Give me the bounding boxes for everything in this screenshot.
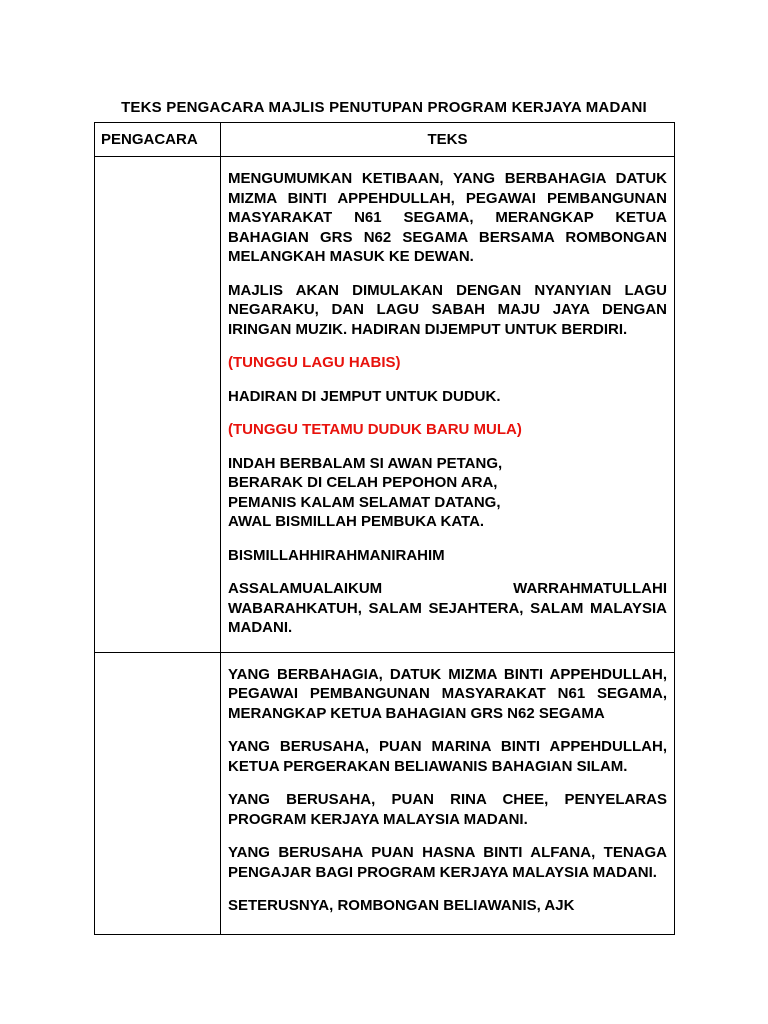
- announcement-paragraph: MENGUMUMKAN KETIBAAN, YANG BERBAHAGIA DATUK MIZMA BINTI APPEHDULLAH, PEGAWAI PEMBANGUNAN MASYARAKAT N61 SEGAMA, MERANGKAP KETUA BAHAGIAN GRS N62 SEGAMA BERSAMA ROMBONGAN MELANGKAH MASUK KE DEWAN.: [228, 170, 667, 265]
- pantun-line: INDAH BERBALAM SI AWAN PETANG,: [228, 454, 503, 472]
- salutation-paragraph: YANG BERUSAHA, PUAN MARINA BINTI APPEHDULLAH, KETUA PERGERAKAN BELIAWANIS BAHAGIAN SILAM.: [228, 738, 667, 775]
- instruction-wait-guests: (TUNGGU TETAMU DUDUK BARU MULA): [228, 421, 522, 438]
- table-row: [95, 157, 675, 653]
- greeting-paragraph: ASSALAMUALAIKUM WARRAHMATULLAHI WABARAHKATUH, SALAM SEJAHTERA, SALAM MALAYSIA MADANI.: [228, 580, 667, 636]
- instruction-wait-song: (TUNGGU LAGU HABIS): [228, 354, 401, 371]
- salutation-paragraph: YANG BERUSAHA, PUAN RINA CHEE, PENYELARAS PROGRAM KERJAYA MALAYSIA MADANI.: [228, 791, 667, 828]
- header-pengacara: PENGACARA: [95, 123, 221, 157]
- page-title: TEKS PENGACARA MAJLIS PENUTUPAN PROGRAM KERJAYA MADANI: [121, 99, 647, 116]
- pantun-line: AWAL BISMILLAH PEMBUKA KATA.: [228, 513, 485, 530]
- anthem-paragraph: MAJLIS AKAN DIMULAKAN DENGAN NYANYIAN LAGU NEGARAKU, DAN LAGU SABAH MAJU JAYA DENGAN IRINGAN MUZIK. HADIRAN DIJEMPUT UNTUK BERDIRI.: [228, 281, 667, 338]
- pantun-line: PEMANIS KALAM SELAMAT DATANG,: [228, 493, 501, 511]
- header-teks: TEKS: [221, 123, 675, 157]
- table-row: [95, 652, 675, 934]
- pengacara-cell: [95, 652, 221, 934]
- table-header-row: [95, 123, 675, 157]
- salutation-paragraph: YANG BERBAHAGIA, DATUK MIZMA BINTI APPEHDULLAH, PEGAWAI PEMBANGUNAN MASYARAKAT N61 SEGAMA, MERANGKAP KETUA BAHAGIAN GRS N62 SEGAMA: [228, 665, 667, 722]
- pantun-verse: [228, 454, 667, 532]
- pengacara-cell: [95, 157, 221, 653]
- teks-cell: [221, 157, 675, 653]
- sit-down-paragraph: HADIRAN DI JEMPUT UNTUK DUDUK.: [228, 387, 501, 405]
- pantun-line: BERARAK DI CELAH PEPOHON ARA,: [228, 474, 498, 491]
- salutation-paragraph: SETERUSNYA, ROMBONGAN BELIAWANIS, AJK: [228, 897, 575, 914]
- bismillah-paragraph: BISMILLAHHIRAHMANIRAHIM: [228, 546, 445, 564]
- salutation-paragraph: YANG BERUSAHA PUAN HASNA BINTI ALFANA, TENAGA PENGAJAR BAGI PROGRAM KERJAYA MALAYSIA MADANI.: [228, 844, 667, 881]
- teks-cell: [221, 652, 675, 934]
- script-table: [94, 122, 675, 935]
